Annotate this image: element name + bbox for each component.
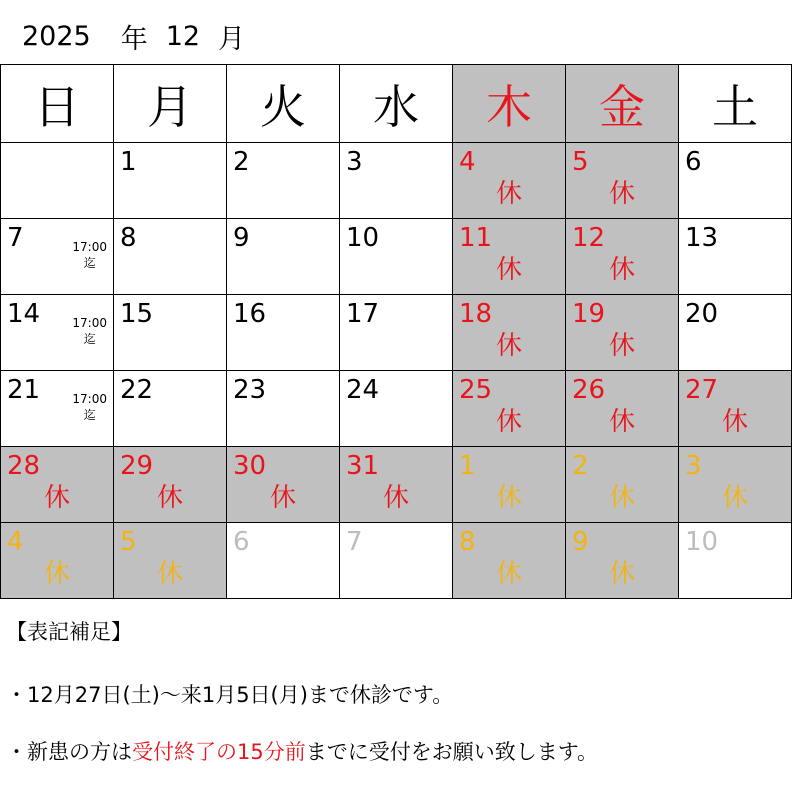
day-cell bbox=[114, 143, 227, 219]
day-cell bbox=[340, 371, 453, 447]
closed-day-mark: 休 bbox=[608, 559, 635, 589]
day-cell bbox=[679, 143, 792, 219]
closed-day-mark: 休 bbox=[495, 483, 522, 513]
hours-note-line: 迄 bbox=[83, 256, 96, 271]
closed-day-mark: 休 bbox=[495, 559, 522, 589]
day-cell bbox=[227, 143, 340, 219]
closed-day-mark: 休 bbox=[721, 407, 748, 437]
day-cell bbox=[340, 523, 453, 599]
closed-day-mark: 休 bbox=[608, 255, 635, 285]
hours-note bbox=[72, 239, 107, 271]
closed-day-mark: 休 bbox=[721, 483, 748, 513]
day-cell bbox=[227, 219, 340, 295]
closed-day-mark: 休 bbox=[608, 483, 635, 513]
weekday-header-cell bbox=[114, 65, 227, 143]
title-month: 12 bbox=[165, 20, 201, 52]
day-number: 6 bbox=[685, 147, 702, 177]
day-cell bbox=[114, 523, 227, 599]
weekday-header-cell bbox=[679, 65, 792, 143]
day-number: 1 bbox=[459, 451, 476, 481]
closed-day-mark: 休 bbox=[495, 255, 522, 285]
weekday-label: 火 bbox=[260, 79, 306, 134]
closed-day-mark: 休 bbox=[43, 483, 70, 513]
closed-day-mark: 休 bbox=[156, 559, 183, 589]
closed-day-mark: 休 bbox=[495, 179, 522, 209]
day-cell bbox=[1, 371, 114, 447]
day-number: 14 bbox=[7, 299, 41, 329]
hours-note-line: 17:00 bbox=[72, 392, 107, 406]
hours-note-line: 17:00 bbox=[72, 240, 107, 254]
day-cell bbox=[114, 371, 227, 447]
day-number: 8 bbox=[120, 223, 137, 253]
day-cell bbox=[453, 523, 566, 599]
notes-line-closure: ・12月27日(土)～来1月5日(月)まで休診です。 bbox=[6, 683, 454, 707]
notes-line-reception-prefix: ・新患の方は bbox=[6, 740, 132, 764]
weekday-header-cell bbox=[453, 65, 566, 143]
day-number: 27 bbox=[685, 375, 719, 405]
day-cell bbox=[679, 523, 792, 599]
day-number: 8 bbox=[459, 527, 476, 557]
hours-note bbox=[72, 315, 107, 347]
calendar-grid bbox=[0, 64, 792, 599]
day-number: 17 bbox=[346, 299, 380, 329]
day-cell bbox=[453, 295, 566, 371]
day-number: 4 bbox=[459, 147, 476, 177]
weekday-label: 木 bbox=[486, 79, 532, 134]
day-cell bbox=[453, 447, 566, 523]
day-number: 4 bbox=[7, 527, 24, 557]
day-number: 5 bbox=[120, 527, 137, 557]
weekday-label: 水 bbox=[373, 79, 419, 134]
day-cell bbox=[566, 447, 679, 523]
day-number: 2 bbox=[572, 451, 589, 481]
weekday-header-cell bbox=[566, 65, 679, 143]
day-number: 25 bbox=[459, 375, 493, 405]
weekday-header-cell bbox=[227, 65, 340, 143]
day-number: 18 bbox=[459, 299, 493, 329]
day-number: 26 bbox=[572, 375, 606, 405]
day-cell bbox=[1, 295, 114, 371]
day-cell bbox=[114, 295, 227, 371]
day-number: 7 bbox=[346, 527, 363, 557]
day-cell bbox=[566, 523, 679, 599]
day-number: 19 bbox=[572, 299, 606, 329]
weekday-header-cell bbox=[340, 65, 453, 143]
day-cell bbox=[453, 371, 566, 447]
day-number: 3 bbox=[685, 451, 702, 481]
day-cell bbox=[1, 143, 114, 219]
day-number: 11 bbox=[459, 223, 493, 253]
day-number: 9 bbox=[233, 223, 250, 253]
hours-note bbox=[72, 391, 107, 423]
day-number: 24 bbox=[346, 375, 380, 405]
hours-note-line: 迄 bbox=[83, 332, 96, 347]
title-month-kanji: 月 bbox=[218, 23, 246, 55]
day-cell bbox=[114, 447, 227, 523]
notes-heading: 【表記補足】 bbox=[6, 620, 132, 644]
day-cell bbox=[566, 371, 679, 447]
day-cell bbox=[114, 219, 227, 295]
notes-line-reception-suffix: までに受付をお願い致します。 bbox=[305, 740, 599, 764]
day-cell bbox=[453, 219, 566, 295]
week-row bbox=[1, 295, 792, 371]
day-cell bbox=[340, 143, 453, 219]
day-number: 3 bbox=[346, 147, 363, 177]
day-number: 1 bbox=[120, 147, 137, 177]
day-number: 31 bbox=[346, 451, 380, 481]
day-number: 20 bbox=[685, 299, 719, 329]
week-row bbox=[1, 219, 792, 295]
weekday-header-row bbox=[1, 65, 792, 143]
day-cell bbox=[566, 295, 679, 371]
day-number: 12 bbox=[572, 223, 606, 253]
closed-day-mark: 休 bbox=[608, 331, 635, 361]
day-number: 21 bbox=[7, 375, 41, 405]
day-number: 30 bbox=[233, 451, 267, 481]
day-number: 22 bbox=[120, 375, 154, 405]
closed-day-mark: 休 bbox=[382, 483, 409, 513]
closed-day-mark: 休 bbox=[43, 559, 70, 589]
day-cell bbox=[566, 143, 679, 219]
day-number: 2 bbox=[233, 147, 250, 177]
day-number: 23 bbox=[233, 375, 267, 405]
weekday-label: 日 bbox=[34, 79, 80, 134]
day-number: 6 bbox=[233, 527, 250, 557]
day-number: 29 bbox=[120, 451, 154, 481]
day-cell bbox=[1, 447, 114, 523]
day-cell bbox=[679, 295, 792, 371]
closed-day-mark: 休 bbox=[156, 483, 183, 513]
calendar-title bbox=[22, 16, 245, 56]
day-cell bbox=[227, 295, 340, 371]
week-row bbox=[1, 447, 792, 523]
day-cell bbox=[1, 219, 114, 295]
day-cell bbox=[566, 219, 679, 295]
day-number: 15 bbox=[120, 299, 154, 329]
day-number: 9 bbox=[572, 527, 589, 557]
day-cell bbox=[227, 371, 340, 447]
weekday-label: 月 bbox=[147, 79, 193, 134]
weekday-header-cell bbox=[1, 65, 114, 143]
day-number: 10 bbox=[685, 527, 719, 557]
day-number: 16 bbox=[233, 299, 267, 329]
day-cell bbox=[679, 371, 792, 447]
day-number: 10 bbox=[346, 223, 380, 253]
day-number: 5 bbox=[572, 147, 589, 177]
closed-day-mark: 休 bbox=[495, 331, 522, 361]
closed-day-mark: 休 bbox=[608, 407, 635, 437]
day-cell bbox=[340, 447, 453, 523]
day-cell bbox=[679, 447, 792, 523]
closed-day-mark: 休 bbox=[608, 179, 635, 209]
day-cell bbox=[340, 219, 453, 295]
week-row bbox=[1, 371, 792, 447]
notes-line-reception bbox=[6, 736, 598, 766]
closed-day-mark: 休 bbox=[269, 483, 296, 513]
day-number: 13 bbox=[685, 223, 719, 253]
hours-note-line: 迄 bbox=[83, 408, 96, 423]
day-cell bbox=[340, 295, 453, 371]
hours-note-line: 17:00 bbox=[72, 316, 107, 330]
notes-line-reception-highlight: 受付終了の15分前 bbox=[132, 740, 306, 764]
title-year: 2025 bbox=[22, 20, 91, 52]
weekday-label: 土 bbox=[712, 79, 758, 134]
day-cell bbox=[227, 523, 340, 599]
week-row bbox=[1, 143, 792, 219]
day-number: 7 bbox=[7, 223, 24, 253]
day-cell bbox=[1, 523, 114, 599]
closed-day-mark: 休 bbox=[495, 407, 522, 437]
day-cell bbox=[227, 447, 340, 523]
weekday-label: 金 bbox=[599, 79, 645, 134]
title-year-kanji: 年 bbox=[120, 23, 148, 55]
week-row bbox=[1, 523, 792, 599]
day-cell bbox=[453, 143, 566, 219]
day-number: 28 bbox=[7, 451, 41, 481]
day-cell bbox=[679, 219, 792, 295]
